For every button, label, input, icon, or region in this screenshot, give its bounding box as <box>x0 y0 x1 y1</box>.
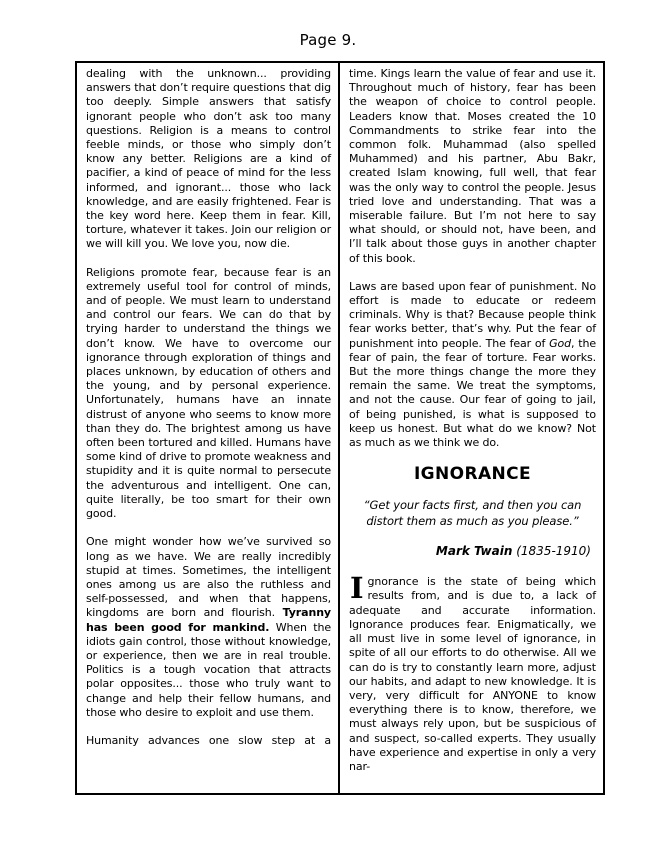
page-number-header: Page 9. <box>299 31 357 49</box>
left-column <box>77 63 340 793</box>
paragraph-religions-promote-fear: Religions promote fear, because fear is an extremely useful tool for control of minds, and of people. We must learn to understand and control our fears. We can do that by trying harder to understand the things we don’t know. We have to overcome our ignorance through exploration of things and places unknown, by education of others and the young, and by personal experience. Unfortunately, humans have an innate distrust of anyone who seems to know more than they do. The brightest among us have often been tortured and killed. Humans have some kind of drive to promote weakness and stupidity and it is quite normal to persecute the adventurous and intelligent. One can, quite literally, be too smart for their own good. <box>86 265 331 521</box>
paragraph-text: , the fear of pain, the fear of torture. Fear works. But the more things change the more they remain the same. We treat the symptoms, and not the cause. Our fear of going to jail, of being punished, is what is supposed to keep us honest. But what do we know? Not as much as we think we do. <box>349 336 597 450</box>
paragraph-text: gnorance is the state of being which results from, and is due to, a lack of adequate and accurate information. Ignorance produces fear. Enigmatically, we all must live in some level of ignorance, in spite of all our efforts to do otherwise. All we can do is try to constantly learn more, adjust our habits, and adapt to new knowledge. It is very, very difficult for ANYONE to know everything there is to know, therefore, we must always rely upon, but be suspicious of and suspect, so-called experts. They usually have experience and expertise in only a very nar- <box>349 575 596 773</box>
italic-word-god: God <box>549 336 572 350</box>
right-column <box>340 63 603 793</box>
section-heading-ignorance: IGNORANCE <box>413 464 532 485</box>
paragraph-kings-fear: time. Kings learn the value of fear and use it. Throughout much of history, fear has been the weapon of choice to control people. Leaders know that. Moses created the 10 Commandments to strike fear into the common folk. Muhammad (also spelled Muhammed) and his partner, Abu Bakr, created Islam knowing, full well, that fear was the only way to control the people. Jesus tried love and understanding. That was a miserable failure. But I’m not here to say what should, or should not, have been, and I’ll talk about those guys in another chapter of this book. <box>349 67 596 265</box>
bold-sentence-tyranny: Tyranny has been good for mankind. <box>86 606 331 634</box>
two-column-text-box <box>75 61 605 795</box>
paragraph-laws-punishment <box>349 280 596 450</box>
quote-attribution <box>349 544 591 558</box>
twain-quote: “Get your facts first, and then you can distort them as much as you please.” <box>363 498 582 528</box>
paragraph-text: When the idiots gain control, those without knowledge, or experience, then we are in real trouble. Politics is a tough vocation that attracts polar opposites... those who truly want to change and help their fellow humans, and those who desire to exploit and use them. <box>86 620 331 719</box>
attribution-years: (1835-1910) <box>512 544 591 559</box>
paragraph-text: One might wonder how we’ve survived so long as we have. We are really incredibly stupid at times. Sometimes, the intelligent ones among us are also the ruthless and self-possessed, and when that happens, kingdoms are born and flourish. <box>86 535 331 620</box>
drop-cap-letter: I <box>350 571 364 606</box>
paragraph-ignorance-state <box>349 571 596 774</box>
paragraph-religion-control: dealing with the unknown... providing answers that don’t require questions that dig too deeply. Simple answers that satisfy ignorant people who don’t ask too many questions. Religion is a means to control feeble minds, or those who simply don’t know any better. Religions are a kind of pacifier, a kind of peace of mind for the less informed, and ignorant... those who lack knowledge, and are easily frightened. Fear is the key word here. Keep them in fear. Kill, torture, whatever it takes. Join our religion or we will kill you. We love you, now die. <box>86 67 331 251</box>
paragraph-text: Laws are based upon fear of punishment. No effort is made to educate or redeem criminals. Why is that? Because people think fear works better, that’s why. Put the fear of punishment into people. The fear of <box>349 279 596 350</box>
paragraph-survival <box>86 535 331 720</box>
attribution-name: Mark Twain <box>435 544 513 559</box>
paragraph-continued-humanity: Humanity advances one slow step at a <box>86 733 331 747</box>
